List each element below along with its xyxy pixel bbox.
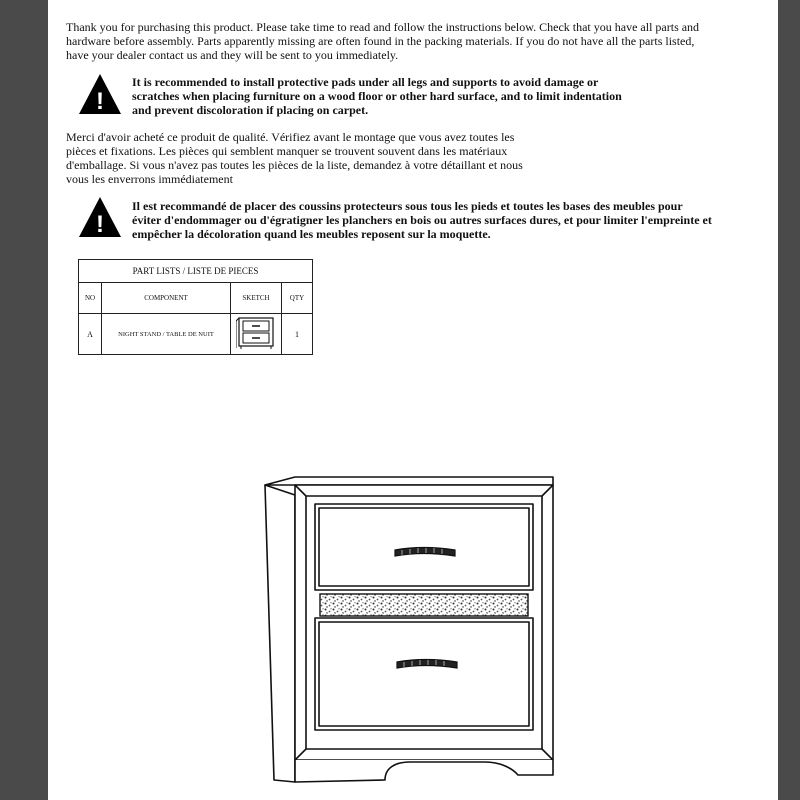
warning-triangle-icon (78, 196, 122, 238)
intro-french: Merci d'avoir acheté ce produit de qualité. Vérifiez avant le montage que vous avez toutes les pièces et fixations. Les pièces qui semblent manquer se trouvent souvent dans les matériaux d'emballage. Si vous n'avez pas toutes les pièces de la liste, demandez à votre détaillant et nous vous les enverrons immédiatement (66, 130, 523, 186)
parts-table-title: PART LISTS / LISTE DE PIECES (79, 260, 313, 283)
document-page (48, 0, 778, 800)
warning-english-text: It is recommended to install protective pads under all legs and supports to avoid damage or scratches when placing furniture on a wood floor or other hard surface, and to limit indentation and prevent discoloration if placing on carpet. (132, 75, 622, 117)
intro-english: Thank you for purchasing this product. Please take time to read and follow the instructions below. Check that you have all parts and hardware before assembly. Parts apparently missing are often found in the packing materials. If you do not have all the parts listed, have your dealer contact us and they will be sent to you immediately. (66, 20, 700, 62)
table-row (79, 314, 313, 355)
header-component: COMPONENT (102, 283, 231, 314)
viewer-gutter-right (778, 0, 800, 800)
viewer-gutter-left (0, 0, 48, 800)
nightstand-drawing (260, 470, 560, 790)
parts-list-table (78, 259, 313, 355)
row-sketch (231, 314, 282, 355)
nightstand-sketch-icon (236, 315, 276, 351)
svg-text:!: ! (96, 88, 104, 115)
row-qty: 1 (282, 314, 313, 355)
warning-english (78, 73, 632, 117)
svg-text:!: ! (96, 211, 104, 238)
header-qty: QTY (282, 283, 313, 314)
warning-triangle-icon (78, 73, 122, 115)
warning-french (78, 196, 712, 241)
header-no: NO (79, 283, 102, 314)
warning-french-text: Il est recommandé de placer des coussins protecteurs sous tous les pieds et toutes les bases des meubles pour éviter d'endommager ou d'égratigner les planchers en bois ou autres surfaces dures, et pour limiter l'empreinte et empêcher la décoloration quand les meubles reposent sur la moquette. (132, 199, 712, 241)
row-no: A (79, 314, 102, 355)
row-component: NIGHT STAND / TABLE DE NUIT (102, 314, 231, 355)
header-sketch: SKETCH (231, 283, 282, 314)
